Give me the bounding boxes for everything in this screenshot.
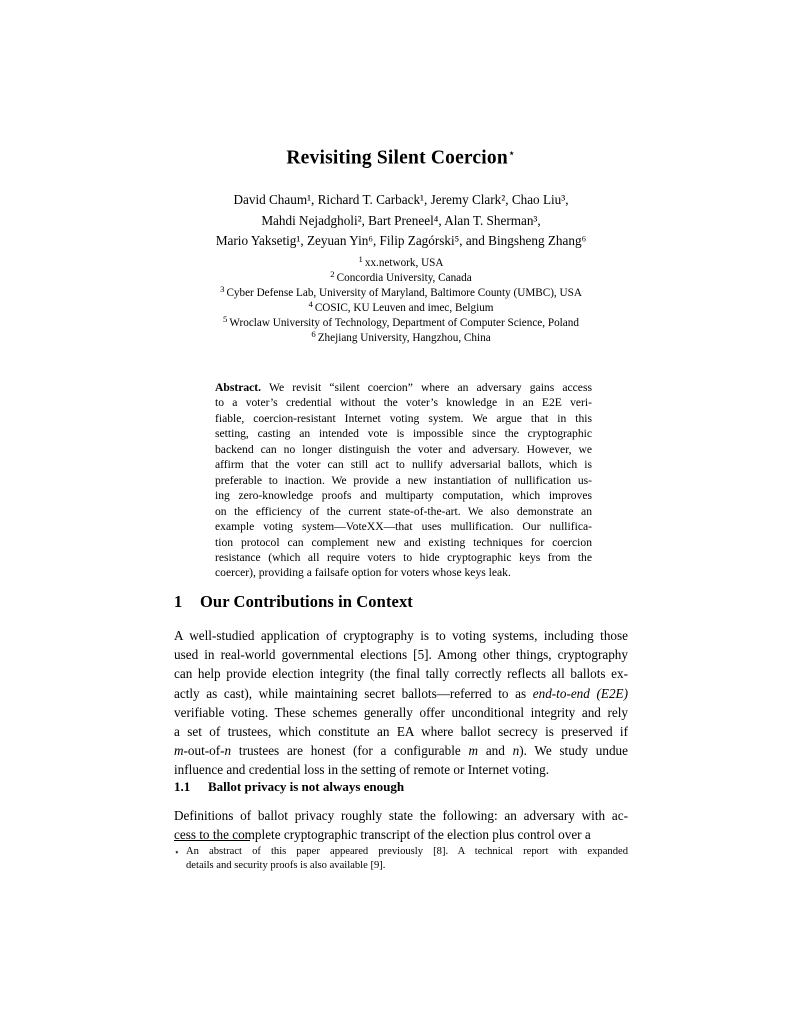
abstract-block bbox=[215, 380, 592, 581]
section-1-1-paragraph bbox=[174, 806, 628, 844]
math-n: n bbox=[224, 743, 232, 759]
author-line: Mahdi Nejadgholi², Bart Preneel⁴, Alan T. Sherman³, bbox=[261, 212, 541, 228]
affiliation-text: COSIC, KU Leuven and imec, Belgium bbox=[314, 302, 494, 315]
paragraph-line: Definitions of ballot privacy roughly state the following: an adversary with ac- bbox=[174, 808, 628, 823]
paragraph-line: actly as cast), while maintaining secret ballots—referred to as end-to-end (E2E) bbox=[174, 685, 628, 701]
emphasis-e2e: end-to-end (E2E) bbox=[532, 685, 628, 701]
abstract-line bbox=[215, 380, 592, 395]
abstract-line: to a voter’s credential without the voter’s knowledge in an E2E veri- bbox=[215, 396, 592, 410]
math-m: m bbox=[468, 743, 479, 759]
abstract-line-text: We revisit “silent coercion” where an adversary gains access bbox=[268, 381, 592, 394]
page-title bbox=[174, 146, 628, 170]
footnote-text bbox=[174, 845, 628, 873]
footnote-block bbox=[174, 845, 628, 873]
paragraph-line: verifiable voting. These schemes generally offer unconditional integrity and rely bbox=[174, 704, 628, 720]
footnote-separator-rule bbox=[174, 840, 250, 841]
author-list bbox=[174, 190, 628, 252]
footnote-line: details and security proofs is also available [9]. bbox=[186, 860, 386, 872]
section-number: 1.1 bbox=[174, 779, 191, 794]
affiliation-item bbox=[174, 253, 628, 271]
affiliation-text: Concordia University, Canada bbox=[336, 272, 472, 285]
section-heading-1-1 bbox=[174, 779, 628, 795]
abstract-line: preferable to inaction. We provide a new instantiation of nullification us- bbox=[215, 473, 592, 487]
affiliation-text: xx.network, USA bbox=[364, 257, 444, 269]
author-line: Mario Yaksetig¹, Zeyuan Yin⁶, Filip Zagórski⁵, and Bingsheng Zhang⁶ bbox=[215, 233, 587, 248]
affiliation-item bbox=[174, 298, 628, 316]
section-title: Ballot privacy is not always enough bbox=[208, 779, 405, 794]
paragraph-line: cess to the complete cryptographic transcript of the election plus control over a bbox=[174, 827, 591, 843]
math-n: n bbox=[512, 743, 520, 759]
affiliation-list bbox=[174, 253, 628, 347]
title-text: Revisiting Silent Coercion bbox=[286, 147, 508, 169]
affiliation-number: 5 bbox=[223, 314, 228, 325]
abstract-line: tion protocol can complement new and existing techniques for coercion bbox=[215, 535, 592, 549]
affiliation-text: Cyber Defense Lab, University of Maryland, Baltimore County (UMBC), USA bbox=[226, 287, 582, 300]
abstract-label: Abstract. bbox=[215, 381, 262, 394]
affiliation-number: 6 bbox=[311, 329, 316, 340]
affiliation-item bbox=[174, 268, 628, 286]
abstract-line: coercer), providing a failsafe option for voters whose keys leak. bbox=[215, 566, 511, 580]
affiliation-number: 1 bbox=[358, 253, 363, 264]
section-number: 1 bbox=[174, 592, 183, 611]
abstract-line: resistance (which all require voters to hide cryptographic keys from the bbox=[215, 550, 592, 564]
affiliation-item bbox=[174, 316, 628, 331]
footnote-marker: ⋆ bbox=[174, 847, 180, 857]
affiliation-number: 2 bbox=[330, 268, 335, 279]
paragraph-line: can help provide election integrity (the final tally correctly reflects all ballots ex- bbox=[174, 666, 628, 682]
abstract-line: backend can no longer distinguish the voter and adversary. However, we bbox=[215, 442, 592, 456]
section-heading-1 bbox=[174, 592, 628, 612]
footnote-line: An abstract of this paper appeared previously [8]. A technical report with expanded bbox=[186, 846, 628, 857]
paragraph-line: m-out-of-n trustees are honest (for a configurable m and n). We study undue bbox=[174, 743, 628, 759]
abstract-line: affirm that the voter can still act to nullify adversarial ballots, which is bbox=[215, 458, 592, 472]
paragraph-line: influence and credential loss in the setting of remote or Internet voting. bbox=[174, 762, 549, 778]
affiliation-item bbox=[174, 283, 628, 301]
abstract-line: fiable, coercion-resistant Internet voting system. We argue that in this bbox=[215, 411, 592, 425]
paragraph-line: used in real-world governmental elections [5]. Among other things, cryptography bbox=[174, 647, 628, 663]
abstract-line: setting, casting an intended vote is impossible since the cryptographic bbox=[215, 427, 592, 441]
paragraph-line: a set of trustees, which constitute an EA where ballot secrecy is preserved if bbox=[174, 724, 628, 740]
affiliation-number: 3 bbox=[220, 283, 225, 294]
abstract-line: ing zero-knowledge proofs and multiparty computation, which improves bbox=[215, 489, 592, 503]
math-m: m bbox=[174, 743, 184, 759]
affiliation-item bbox=[174, 331, 628, 346]
paragraph-line: A well-studied application of cryptography is to voting systems, including those bbox=[174, 628, 628, 643]
abstract-line: on the efficiency of the current state-of-the-art. We also demonstrate an bbox=[215, 504, 592, 518]
affiliation-text: Zhejiang University, Hangzhou, China bbox=[317, 332, 491, 345]
title-footnote-marker: ⋆ bbox=[507, 146, 516, 160]
section-title: Our Contributions in Context bbox=[200, 592, 413, 611]
affiliation-text: Wroclaw University of Technology, Department of Computer Science, Poland bbox=[229, 317, 579, 330]
abstract-line: example voting system—VoteXX—that uses mullification. Our nullifica- bbox=[215, 520, 592, 534]
author-line: David Chaum¹, Richard T. Carback¹, Jeremy Clark², Chao Liu³, bbox=[233, 192, 569, 207]
section-1-paragraph bbox=[174, 626, 628, 780]
affiliation-number: 4 bbox=[308, 298, 313, 309]
